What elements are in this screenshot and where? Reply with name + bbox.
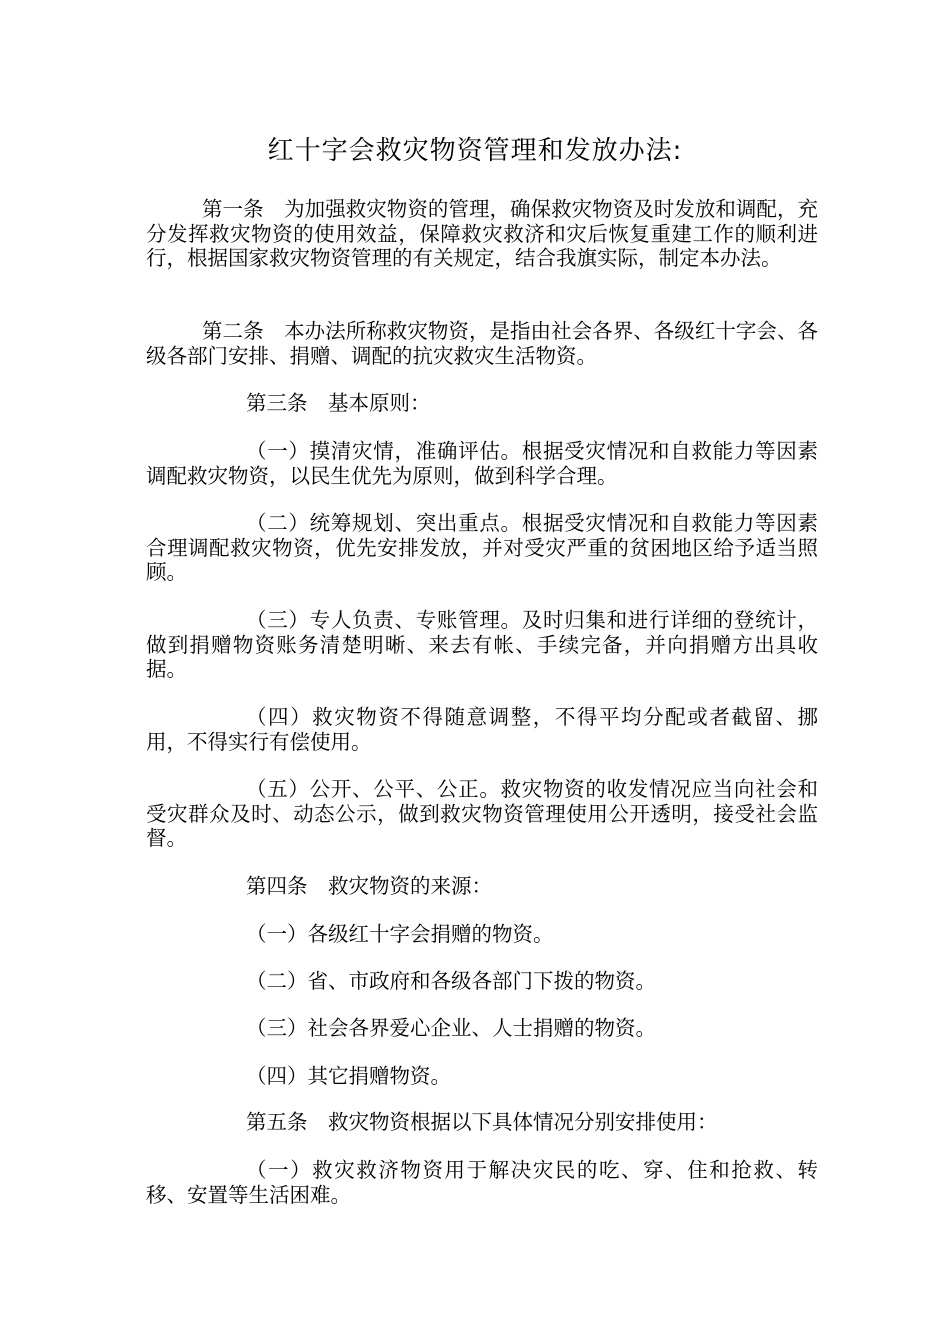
principle-4-paragraph: （四）救灾物资不得随意调整，不得平均分配或者截留、挪用，不得实行有偿使用。 bbox=[146, 705, 818, 754]
source-1-item: （一）各级红十字会捐赠的物资。 bbox=[246, 922, 554, 946]
principle-3-paragraph: （三）专人负责、专账管理。及时归集和进行详细的登统计，做到捐赠物资账务清楚明晰、来去有帐、手续完备，并向捐赠方出具收据。 bbox=[146, 608, 818, 681]
usage-1-paragraph: （一）救灾救济物资用于解决灾民的吃、穿、住和抢救、转移、安置等生活困难。 bbox=[146, 1158, 818, 1207]
article-5-heading: 第五条 救灾物资根据以下具体情况分别安排使用： bbox=[246, 1110, 718, 1134]
principle-1-paragraph: （一）摸清灾情，准确评估。根据受灾情况和自救能力等因素调配救灾物资，以民生优先为原则，做到科学合理。 bbox=[146, 439, 818, 488]
source-3-item: （三）社会各界爱心企业、人士捐赠的物资。 bbox=[246, 1016, 656, 1040]
source-2-item: （二）省、市政府和各级各部门下拨的物资。 bbox=[246, 969, 656, 993]
principle-5-paragraph: （五）公开、公平、公正。救灾物资的收发情况应当向社会和受灾群众及时、动态公示，做到救灾物资管理使用公开透明，接受社会监督。 bbox=[146, 777, 818, 850]
article-2-paragraph: 第二条 本办法所称救灾物资，是指由社会各界、各级红十字会、各级各部门安排、捐赠、调配的抗灾救灾生活物资。 bbox=[146, 319, 818, 368]
article-3-heading: 第三条 基本原则： bbox=[246, 391, 431, 415]
source-4-item: （四）其它捐赠物资。 bbox=[246, 1064, 451, 1088]
article-4-heading: 第四条 救灾物资的来源： bbox=[246, 874, 492, 898]
document-title: 红十字会救灾物资管理和发放办法: bbox=[267, 136, 683, 166]
principle-2-paragraph: （二）统筹规划、突出重点。根据受灾情况和自救能力等因素合理调配救灾物资，优先安排发放，并对受灾严重的贫困地区给予适当照顾。 bbox=[146, 511, 818, 584]
article-1-paragraph: 第一条 为加强救灾物资的管理，确保救灾物资及时发放和调配，充分发挥救灾物资的使用效益，保障救灾救济和灾后恢复重建工作的顺利进行，根据国家救灾物资管理的有关规定，结合我旗实际，制定本办法。 bbox=[146, 197, 818, 270]
